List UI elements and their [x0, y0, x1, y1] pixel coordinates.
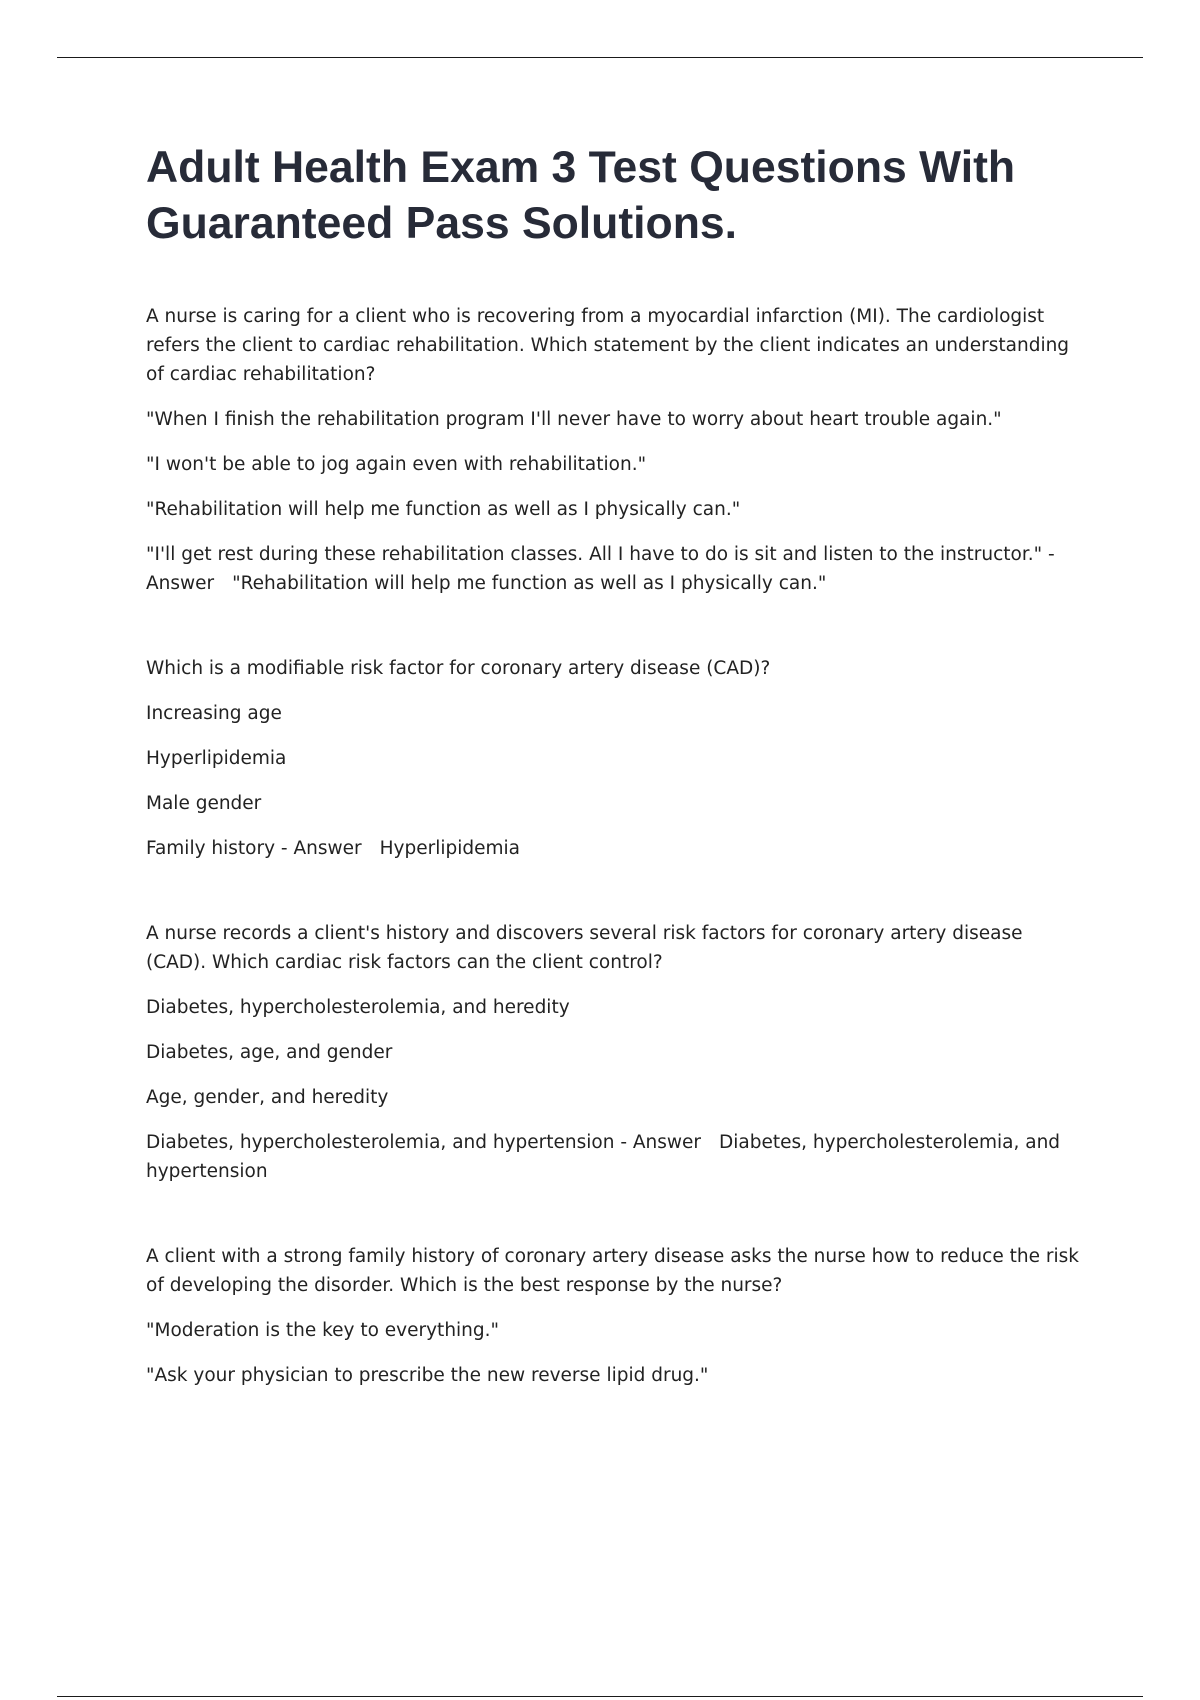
- question-prompt: Which is a modifiable risk factor for coronary artery disease (CAD)?: [146, 658, 771, 679]
- answer-option: Diabetes, age, and gender: [146, 1042, 393, 1063]
- bottom-divider: [57, 1696, 1143, 1697]
- answer-option: Increasing age: [146, 703, 282, 724]
- answer-separator: - Answer: [146, 544, 1055, 594]
- question-prompt: A nurse records a client's history and discovers several risk factors for coronary artery disease (CAD). Which cardiac risk factors can the client control?: [146, 923, 1023, 973]
- document-body: [146, 140, 1086, 1446]
- question-block: [146, 654, 1086, 863]
- answer-option: Diabetes, hypercholesterolemia, and heredity: [146, 997, 570, 1018]
- answer-option: "I won't be able to jog again even with rehabilitation.": [146, 454, 647, 475]
- correct-answer: Diabetes, hypercholesterolemia, and hypertension: [146, 1132, 1061, 1182]
- top-divider: [57, 57, 1143, 58]
- answer-option-with-answer: [146, 1128, 1086, 1186]
- answer-option: Hyperlipidemia: [146, 748, 287, 769]
- answer-separator: - Answer: [614, 1132, 702, 1153]
- answer-option-text: Family history: [146, 838, 276, 859]
- answer-option: "Rehabilitation will help me function as well as I physically can.": [146, 499, 741, 520]
- correct-answer: "Rehabilitation will help me function as well as I physically can.": [232, 573, 827, 594]
- answer-option-with-answer: [146, 834, 1086, 863]
- question-block: [146, 919, 1086, 1186]
- answer-option: "When I finish the rehabilitation program I'll never have to worry about heart trouble again.": [146, 409, 1002, 430]
- answer-option-text: Diabetes, hypercholesterolemia, and hypertension: [146, 1132, 615, 1153]
- answer-option-with-answer: [146, 540, 1086, 598]
- question-block: [146, 1242, 1086, 1390]
- question-prompt: A nurse is caring for a client who is recovering from a myocardial infarction (MI). The cardiologist refers the client to cardiac rehabilitation. Which statement by the client indicates an understanding of cardiac rehabilitation?: [146, 306, 1070, 385]
- answer-option: Male gender: [146, 793, 262, 814]
- answer-option: Age, gender, and heredity: [146, 1087, 389, 1108]
- answer-option: "Ask your physician to prescribe the new reverse lipid drug.": [146, 1365, 709, 1386]
- question-block: [146, 302, 1086, 598]
- answer-option: "Moderation is the key to everything.": [146, 1320, 500, 1341]
- answer-separator: - Answer: [275, 838, 362, 859]
- document-title: Adult Health Exam 3 Test Questions With Guaranteed Pass Solutions.: [146, 143, 1016, 248]
- correct-answer: Hyperlipidemia: [379, 838, 521, 859]
- question-prompt: A client with a strong family history of coronary artery disease asks the nurse how to reduce the risk of developing the disorder. Which is the best response by the nurse?: [146, 1246, 1079, 1296]
- answer-option-text: "I'll get rest during these rehabilitation classes. All I have to do is sit and listen to the instructor.": [146, 544, 1043, 565]
